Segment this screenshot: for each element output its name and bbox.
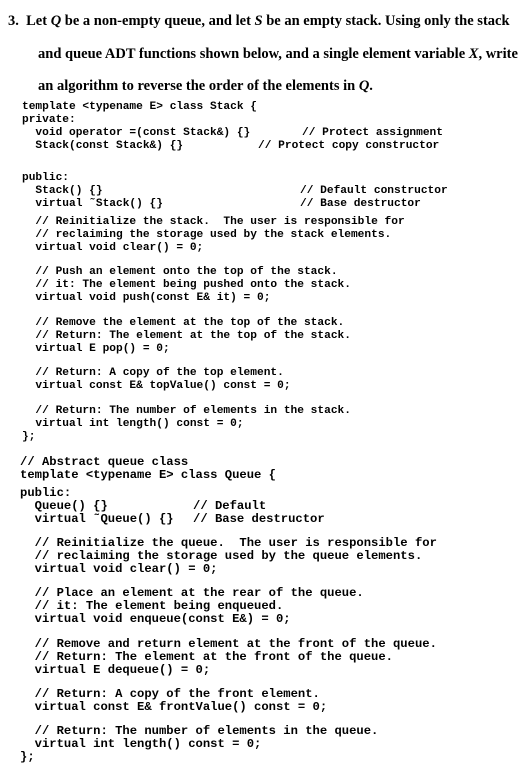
code-line bbox=[22, 126, 443, 140]
code-line bbox=[22, 265, 338, 279]
code-line bbox=[20, 486, 71, 500]
code-text: }; bbox=[22, 431, 36, 443]
code-line bbox=[20, 700, 327, 714]
code-line bbox=[22, 417, 244, 431]
code-text: Stack(const Stack&) {} bbox=[22, 140, 184, 152]
code-text: virtual void enqueue(const E&) = 0; bbox=[20, 612, 291, 626]
code-line bbox=[20, 468, 276, 482]
code-comment: // Base destructor bbox=[300, 198, 421, 210]
code-text: virtual ˜Queue() {} bbox=[20, 512, 174, 526]
code-line bbox=[22, 100, 257, 114]
question-text: an algorithm to reverse the order of the elements in bbox=[38, 78, 359, 94]
code-line bbox=[20, 750, 35, 764]
code-line bbox=[22, 215, 405, 229]
code-line bbox=[22, 329, 351, 343]
code-text: // it: The element being enqueued. bbox=[20, 599, 284, 613]
question-line-2 bbox=[38, 45, 518, 63]
code-line bbox=[20, 549, 422, 563]
code-line bbox=[22, 139, 440, 153]
code-comment: // Base destructor bbox=[193, 512, 325, 526]
code-text: virtual const E& topValue() const = 0; bbox=[22, 380, 291, 392]
code-text: // Place an element at the rear of the queue. bbox=[20, 586, 364, 600]
code-line bbox=[20, 562, 217, 576]
question-text: be a non-empty queue, and let bbox=[61, 13, 255, 29]
code-line bbox=[22, 184, 448, 198]
question-line-3 bbox=[38, 77, 373, 95]
code-text: // Return: A copy of the top element. bbox=[22, 367, 284, 379]
code-text: virtual void push(const E& it) = 0; bbox=[22, 292, 271, 304]
code-line bbox=[22, 342, 170, 356]
code-line bbox=[20, 499, 267, 513]
code-text: Queue() {} bbox=[20, 499, 108, 513]
code-line bbox=[20, 512, 325, 526]
question-text: Let bbox=[26, 13, 51, 29]
code-text: // Return: A copy of the front element. bbox=[20, 687, 320, 701]
question-number: 3. bbox=[8, 13, 19, 29]
code-line bbox=[20, 687, 320, 701]
question-text: be an empty stack. Using only the stack bbox=[262, 13, 510, 29]
code-text: // Return: The number of elements in the stack. bbox=[22, 405, 351, 417]
code-text: // Return: The element at the top of the stack. bbox=[22, 330, 351, 342]
code-line bbox=[20, 737, 261, 751]
code-text: // reclaiming the storage used by the queue elements. bbox=[20, 549, 423, 563]
code-comment: // Default constructor bbox=[300, 185, 448, 197]
code-text: virtual void clear() = 0; bbox=[20, 562, 218, 576]
variable-x: X bbox=[468, 46, 479, 62]
variable-q: Q bbox=[50, 13, 62, 29]
code-text: Stack() {} bbox=[22, 185, 103, 197]
code-text: public: bbox=[22, 172, 69, 184]
code-text: // Return: The element at the front of the queue. bbox=[20, 650, 393, 664]
code-text: // it: The element being pushed onto the stack. bbox=[22, 279, 351, 291]
code-text: virtual const E& frontValue() const = 0; bbox=[20, 700, 328, 714]
question-text: . bbox=[369, 78, 373, 94]
code-line bbox=[22, 316, 344, 330]
variable-q: Q bbox=[358, 78, 370, 94]
code-text: // Return: The number of elements in the queue. bbox=[20, 724, 379, 738]
code-line bbox=[20, 663, 210, 677]
code-line bbox=[22, 430, 35, 444]
code-line bbox=[22, 404, 351, 418]
code-line bbox=[22, 197, 421, 211]
code-text: virtual int length() const = 0; bbox=[22, 418, 244, 430]
code-line bbox=[20, 637, 437, 651]
code-comment: // Protect assignment bbox=[302, 127, 443, 139]
code-text: template <typename E> class Queue { bbox=[20, 468, 276, 482]
code-text: template <typename E> class Stack { bbox=[22, 101, 257, 113]
code-text: // Reinitialize the queue. The user is responsible for bbox=[20, 536, 437, 550]
code-text: virtual E pop() = 0; bbox=[22, 343, 170, 355]
code-line bbox=[22, 171, 69, 185]
code-line bbox=[20, 586, 364, 600]
code-line bbox=[22, 113, 76, 127]
code-line bbox=[20, 536, 437, 550]
code-comment: // Default bbox=[193, 499, 267, 513]
code-line bbox=[22, 228, 391, 242]
code-text: // Remove and return element at the front of the queue. bbox=[20, 637, 437, 651]
code-line bbox=[20, 612, 291, 626]
code-text: virtual ˜Stack() {} bbox=[22, 198, 163, 210]
code-line bbox=[20, 724, 378, 738]
code-line bbox=[20, 650, 393, 664]
code-comment: // Protect copy constructor bbox=[258, 140, 440, 152]
code-text: virtual E dequeue() = 0; bbox=[20, 663, 211, 677]
code-line bbox=[22, 241, 203, 255]
code-line bbox=[20, 455, 188, 469]
question-line-1 bbox=[8, 12, 510, 30]
code-text: // Remove the element at the top of the stack. bbox=[22, 317, 345, 329]
variable-s: S bbox=[254, 13, 263, 29]
question-text: and queue ADT functions shown below, and a single element variable bbox=[38, 46, 469, 62]
code-line bbox=[22, 291, 270, 305]
code-text: // Reinitialize the stack. The user is responsible for bbox=[22, 216, 405, 228]
code-text: // reclaiming the storage used by the stack elements. bbox=[22, 229, 392, 241]
code-text: public: bbox=[20, 486, 72, 500]
code-line bbox=[22, 379, 291, 393]
code-text: virtual void clear() = 0; bbox=[22, 242, 204, 254]
code-text: private: bbox=[22, 114, 76, 126]
code-line bbox=[22, 278, 351, 292]
code-text: // Abstract queue class bbox=[20, 455, 189, 469]
code-text: virtual int length() const = 0; bbox=[20, 737, 262, 751]
code-text: // Push an element onto the top of the stack. bbox=[22, 266, 338, 278]
code-text: void operator =(const Stack&) {} bbox=[22, 127, 251, 139]
code-line bbox=[22, 366, 284, 380]
code-line bbox=[20, 599, 283, 613]
question-text: , write bbox=[478, 46, 518, 62]
code-text: }; bbox=[20, 750, 35, 764]
